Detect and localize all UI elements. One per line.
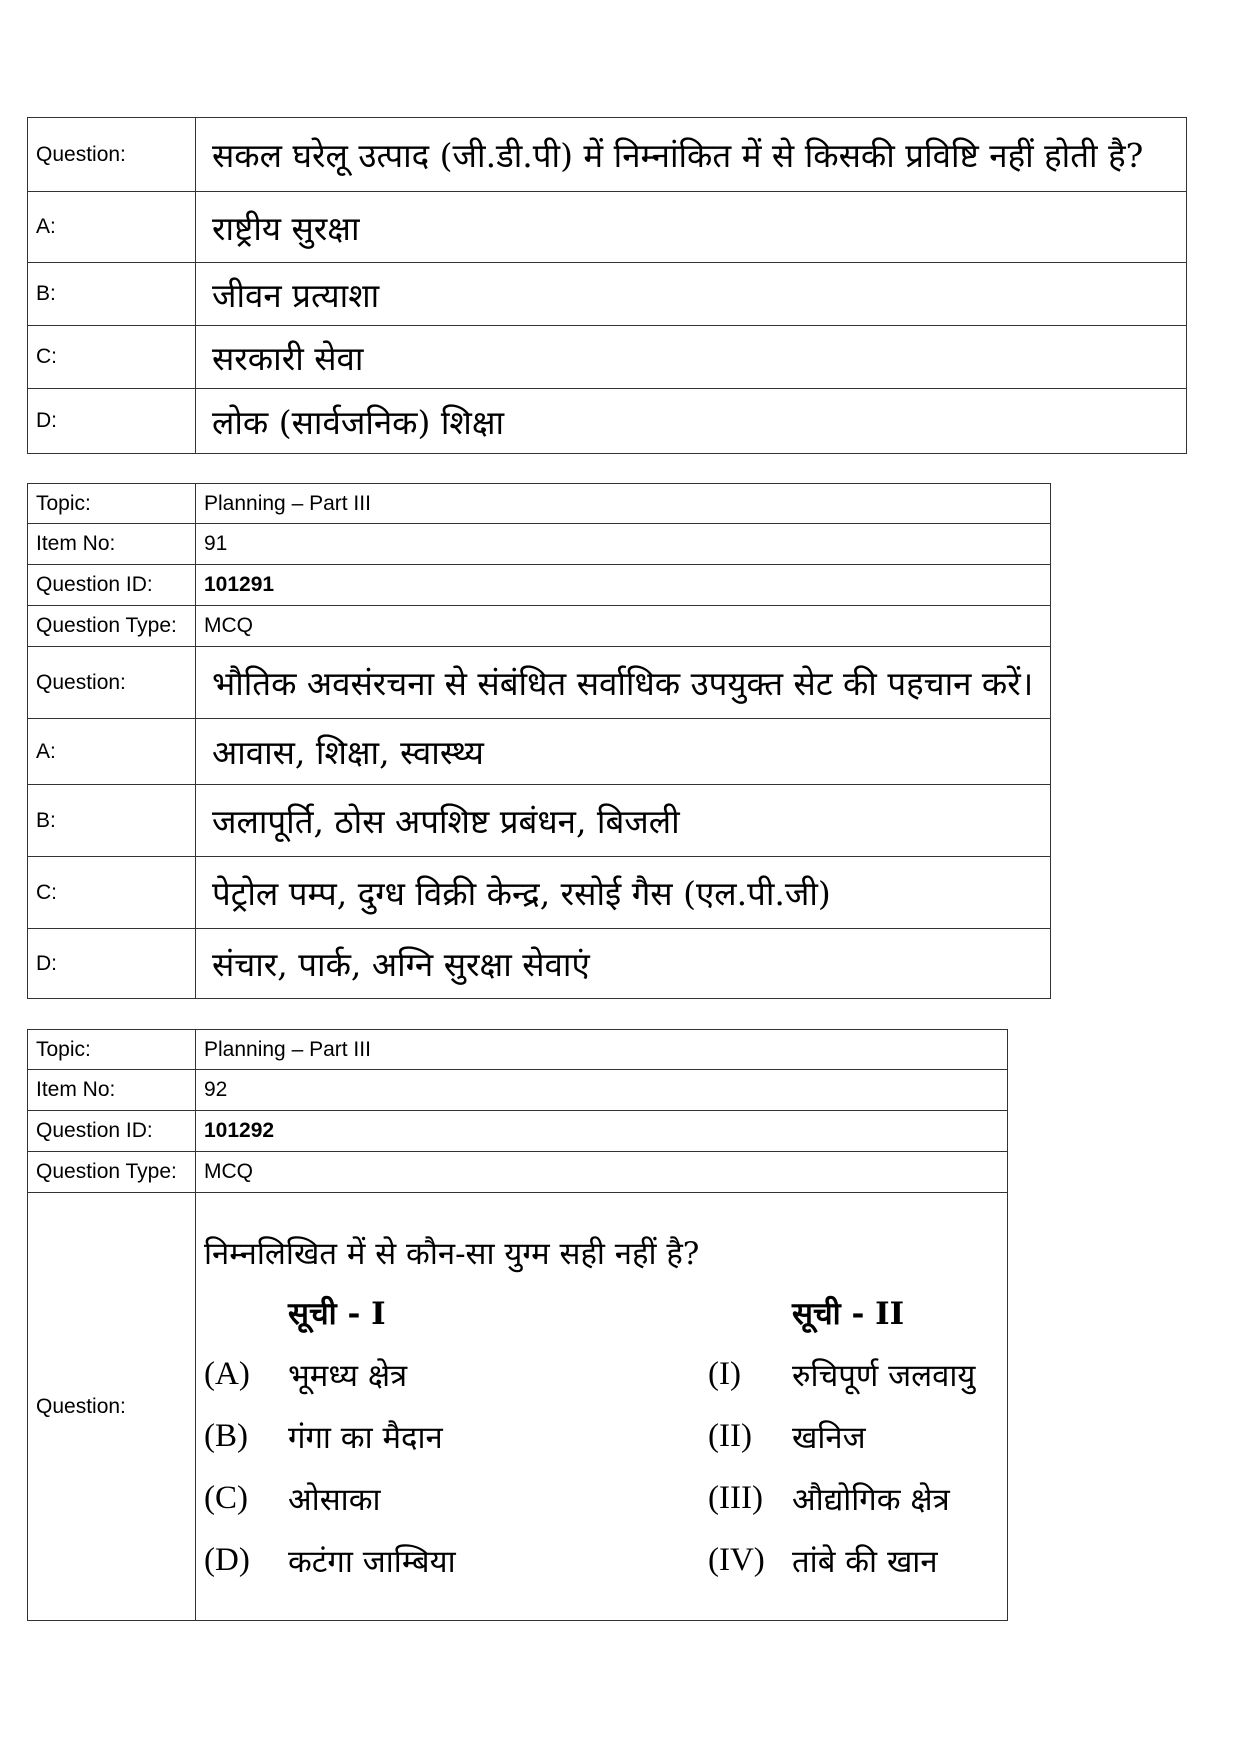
topic-value: Planning – Part III [196, 484, 1051, 524]
item-no-value: 92 [196, 1070, 1008, 1111]
topic-value: Planning – Part III [196, 1030, 1008, 1070]
question-type-value: MCQ [196, 1152, 1008, 1193]
option-label: A: [28, 192, 196, 263]
option-label: C: [28, 857, 196, 929]
list-1-number: (C) [204, 1480, 248, 1516]
question-type-label: Question Type: [28, 1152, 196, 1193]
option-label: D: [28, 389, 196, 454]
option-text: सरकारी सेवा [196, 326, 1187, 389]
question-id-value: 101292 [196, 1111, 1008, 1152]
item-no-label: Item No: [28, 524, 196, 565]
question-id-label: Question ID: [28, 1111, 196, 1152]
question-label: Question: [28, 647, 196, 719]
option-text: आवास, शिक्षा, स्वास्थ्य [196, 719, 1051, 785]
list-2-number: (I) [708, 1356, 741, 1392]
option-label: B: [28, 785, 196, 857]
question-block-3 [27, 1029, 1008, 1621]
option-text: जलापूर्ति, ठोस अपशिष्ट प्रबंधन, बिजली [196, 785, 1051, 857]
item-no-label: Item No: [28, 1070, 196, 1111]
list-2-number: (IV) [708, 1542, 765, 1578]
list-1-item: भूमध्य क्षेत्र [288, 1357, 408, 1394]
list-1-number: (D) [204, 1542, 250, 1578]
option-text: संचार, पार्क, अग्नि सुरक्षा सेवाएं [196, 929, 1051, 999]
question-text: भौतिक अवसंरचना से संबंधित सर्वाधिक उपयुक्त सेट की पहचान करें। [196, 647, 1051, 719]
list-2-heading: सूची - II [792, 1295, 905, 1332]
option-label: A: [28, 719, 196, 785]
list-1-number: (B) [204, 1418, 248, 1454]
question-type-label: Question Type: [28, 606, 196, 647]
list-2-item: खनिज [792, 1419, 866, 1456]
match-question [196, 1193, 1008, 1621]
option-text: जीवन प्रत्याशा [196, 263, 1187, 326]
option-label: D: [28, 929, 196, 999]
option-text: पेट्रोल पम्प, दुग्ध विक्री केन्द्र, रसोई गैस (एल.पी.जी) [196, 857, 1051, 929]
list-1-item: ओसाका [288, 1481, 381, 1518]
list-1-item: गंगा का मैदान [288, 1419, 443, 1456]
question-block-1 [27, 117, 1187, 454]
option-label: C: [28, 326, 196, 389]
list-2-item: औद्योगिक क्षेत्र [792, 1481, 950, 1518]
option-label: B: [28, 263, 196, 326]
topic-label: Topic: [28, 1030, 196, 1070]
item-no-value: 91 [196, 524, 1051, 565]
option-text: लोक (सार्वजनिक) शिक्षा [196, 389, 1187, 454]
question-block-2 [27, 483, 1051, 999]
question-text: सकल घरेलू उत्पाद (जी.डी.पी) में निम्नांकित में से किसकी प्रविष्टि नहीं होती है? [196, 118, 1187, 192]
list-2-item: रुचिपूर्ण जलवायु [792, 1357, 976, 1394]
list-1-heading: सूची - I [288, 1295, 386, 1332]
question-id-value: 101291 [196, 565, 1051, 606]
list-1-number: (A) [204, 1356, 250, 1392]
list-2-item: तांबे की खान [792, 1543, 938, 1580]
option-text: राष्ट्रीय सुरक्षा [196, 192, 1187, 263]
question-text: निम्नलिखित में से कौन-सा युग्म सही नहीं है? [204, 1235, 700, 1272]
question-type-value: MCQ [196, 606, 1051, 647]
match-grid [204, 1292, 999, 1582]
list-1-item: कटंगा जाम्बिया [288, 1543, 456, 1580]
list-2-number: (II) [708, 1418, 752, 1454]
question-id-label: Question ID: [28, 565, 196, 606]
list-2-number: (III) [708, 1480, 763, 1516]
question-label: Question: [28, 1193, 196, 1621]
question-label: Question: [28, 118, 196, 192]
topic-label: Topic: [28, 484, 196, 524]
